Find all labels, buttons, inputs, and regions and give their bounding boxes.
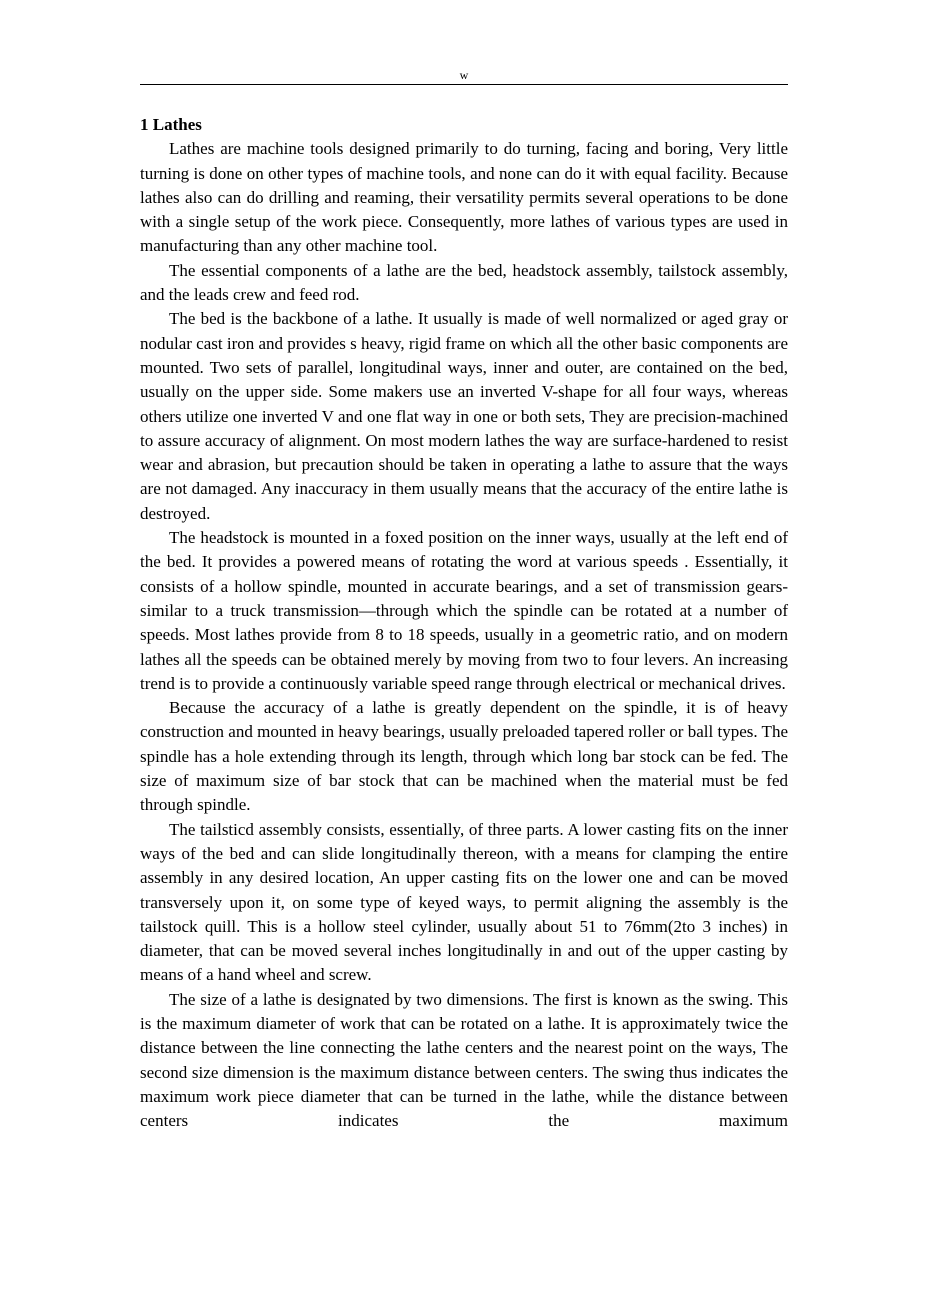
paragraph-spindle: Because the accuracy of a lathe is greatly dependent on the spindle, it is of heavy construction and mounted in heavy bearings, usually preloaded tapered roller or ball types. The spindle has a hole extending through its length, through which long bar stock can be fed. The size of maximum size of bar stock that can be machined when the material must be fed through spindle. — [140, 698, 788, 815]
section-title: 1 Lathes — [140, 115, 202, 134]
paragraph-headstock: The headstock is mounted in a foxed position on the inner ways, usually at the left end of the bed. It provides a powered means of rotating the word at various speeds . Essentially, it consists of a hollow spindle, mounted in accurate bearings, and a set of transmission gears-similar to a truck transmission—through which the spindle can be rotated at a number of speeds. Most lathes provide from 8 to 18 speeds, usually in a geometric ratio, and on modern lathes all the speeds can be obtained merely by moving from two to four levers. An increasing trend is to provide a continuously variable speed range through electrical or mechanical drives. — [140, 528, 788, 693]
paragraph-bed: The bed is the backbone of a lathe. It usually is made of well normalized or aged gray or nodular cast iron and provides s heavy, rigid frame on which all the other basic components are mounted. Two sets of parallel, longitudinal ways, inner and outer, are contained on the bed, usually on the upper side. Some makers use an inverted V-shape for all four ways, whereas others utilize one inverted V and one flat way in one or both sets, They are precision-machined to assure accuracy of alignment. On most modern lathes the way are surface-hardened to resist wear and abrasion, but precaution should be taken in operating a lathe to assure that the ways are not damaged. Any inaccuracy in them usually means that the accuracy of the entire lathe is destroyed. — [140, 309, 789, 523]
paragraph-essential-components: The essential components of a lathe are the bed, headstock assembly, tailstock assembly, and the leads crew and feed rod. — [140, 260, 788, 305]
document-body — [140, 113, 788, 1133]
running-header: w — [459, 68, 469, 82]
paragraph-lathe-size: The size of a lathe is designated by two dimensions. The first is known as the swing. This is the maximum diameter of work that can be rotated on a lathe. It is approximately twice the distance between the line connecting the lathe centers and the nearest point on the ways, The second size dimension is the maximum distance between centers. The swing thus indicates the maximum work piece diameter that can be turned in the lathe, while the distance between centers indicates the maximum — [140, 989, 788, 1131]
paragraph-lathes-intro: Lathes are machine tools designed primarily to do turning, facing and boring, Very little turning is done on other types of machine tools, and none can do it with equal facility. Because lathes also can do drilling and reaming, their versatility permits several operations to be done with a single setup of the work piece. Consequently, more lathes of various types are used in manufacturing than any other machine tool. — [140, 139, 788, 256]
header-rule — [140, 84, 788, 85]
paragraph-tailstock: The tailsticd assembly consists, essentially, of three parts. A lower casting fits on the inner ways of the bed and can slide longitudinally thereon, with a means for clamping the entire assembly in any desired location, An upper casting fits on the lower one and can be moved transversely upon it, on some type of keyed ways, to permit aligning the assembly is the tailstock quill. This is a hollow steel cylinder, usually about 51 to 76mm(2to 3 inches) in diameter, that can be moved several inches longitudinally in and out of the upper casting by means of a hand wheel and screw. — [140, 819, 788, 985]
